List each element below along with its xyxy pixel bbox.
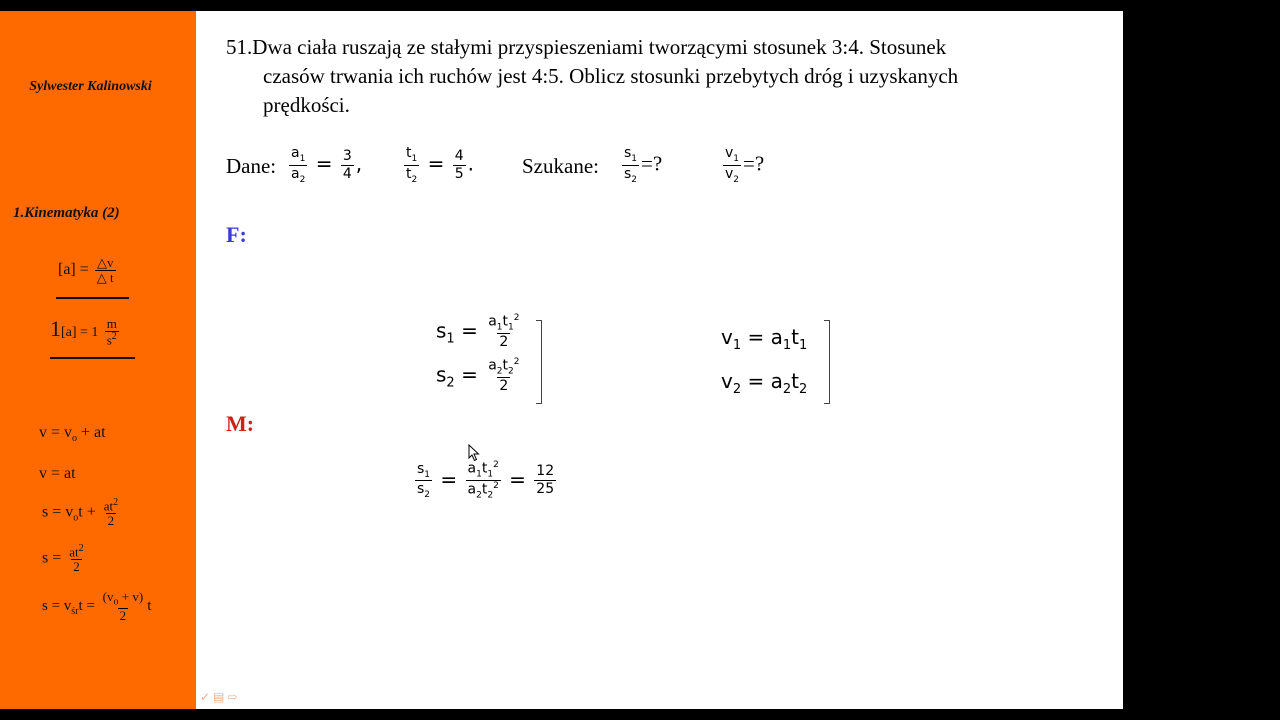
eq-s-at2 (42, 544, 88, 574)
sought-v-ratio: $\frac{v_1}{v_2}$ =? (725, 145, 765, 185)
divider (56, 297, 129, 299)
bracket-v (824, 320, 830, 404)
formula-s-ratio: $\frac{s_1}{s_2}$ = $\frac{a_1t_1^2}{a_2t_2^2}$ = $\frac{12}{25}$ (417, 460, 555, 501)
eq-v-at: v = at (39, 465, 76, 482)
eq1-sub: o (72, 433, 78, 445)
problem-statement (226, 33, 1113, 120)
given-time-ratio: $\frac{t_1}{t_2}$ = $\frac{4}{5}$ . (406, 145, 474, 185)
eq5-num-tail: + v) (118, 589, 144, 604)
eq5-tail: t (147, 597, 152, 614)
m-label: M: (226, 411, 255, 436)
eq4-exp: 2 (78, 543, 84, 554)
eq5-num: (v (102, 589, 114, 604)
eq3-sub: o (73, 512, 79, 524)
eq3-num: at (103, 498, 114, 514)
unit2-num: m (106, 316, 117, 332)
eq3-exp: 2 (113, 497, 119, 508)
unit-lhs: [a] = (58, 260, 89, 278)
problem-line-1: 51.Dwa ciała ruszają ze stałymi przyspieszeniami tworzącymi stosunek 3:4. Stosunek (226, 35, 947, 59)
mouse-cursor-icon (468, 444, 480, 462)
given-accel-ratio: $\frac{a_1}{a_2}$ = $\frac{3}{4}$ , (291, 145, 363, 185)
unit-den: △ t (96, 269, 114, 285)
eq4-den: 2 (73, 558, 80, 574)
f-label: F: (226, 222, 247, 247)
sought-s-ratio: $\frac{s_1}{s_2}$ =? (624, 145, 663, 185)
unit-si (50, 316, 121, 347)
problem-line-3: prędkości. (263, 93, 350, 117)
chapter-title: 1.Kinematyka (2) (13, 205, 120, 221)
eq5-sub: śr (71, 605, 79, 617)
unit-num: △v (96, 255, 114, 270)
formula-s2: $s_2$ = $\frac{a_2t_2^2}{2}$ (436, 357, 520, 395)
eq3-lhs: s = v (42, 503, 74, 521)
eq5-num-sub: o (113, 596, 119, 608)
dane-label: Dane: (226, 154, 277, 178)
eq1-tail: + at (77, 424, 106, 441)
szukane-label: Szukane: (522, 154, 599, 178)
formula-s1: $s_1$ = $\frac{a_1t_1^2}{2}$ (436, 313, 520, 351)
eq-s-full (42, 498, 122, 528)
eq-v-v0-at (39, 424, 106, 444)
unit2-lhs: 1 (50, 316, 61, 341)
author-name: Sylwester Kalinowski (29, 79, 152, 94)
eq5-mid: t = (78, 597, 95, 614)
eq1: v = v (39, 424, 73, 441)
eq3-mid: t + (78, 503, 96, 521)
problem-line-2: czasów trwania ich ruchów jest 4:5. Oblicz stosunki przebytych dróg i uzyskanych (263, 64, 959, 88)
eq4-lhs: s = (42, 549, 62, 567)
divider (50, 357, 135, 359)
eq-s-avg (42, 590, 151, 623)
unit2-mid: [a] = 1 (61, 325, 99, 340)
unit2-exp: 2 (111, 330, 117, 342)
eq4-num: at (69, 544, 79, 560)
formula-v2: $v_2 = a_2t_2$ (721, 369, 808, 397)
formula-v1: $v_1 = a_1t_1$ (721, 325, 808, 353)
eq3-den: 2 (107, 512, 115, 528)
eq5-lhs: s = v (42, 597, 72, 614)
unit2-den: s (106, 332, 112, 348)
unit-definition (58, 256, 118, 284)
bracket-s (536, 320, 542, 404)
slideshow-controls-icon[interactable]: ✓ ▤ ⇨ (200, 690, 238, 704)
eq5-den: 2 (119, 608, 127, 624)
